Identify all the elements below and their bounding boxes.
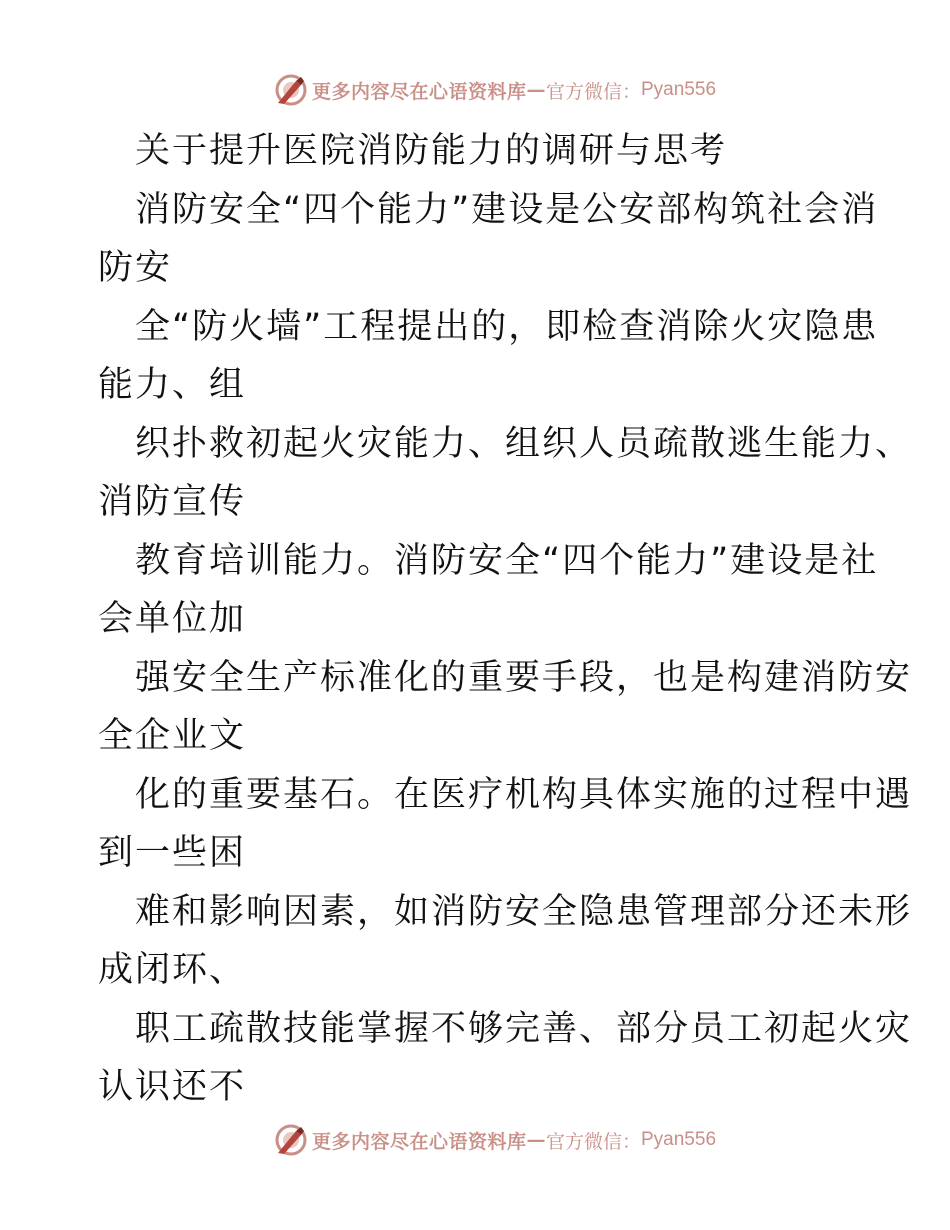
doc-line: 防安: [98, 248, 173, 288]
doc-line: 消防宣传: [98, 482, 247, 522]
doc-line: 全“防火墙”工程提出的，即检查消除火灾隐患: [135, 306, 879, 347]
footer-banner: [0, 1120, 950, 1160]
banner-wechat-label: 官方微信：: [545, 1130, 641, 1153]
banner-title: 更多内容尽在心语资料库: [311, 1130, 527, 1153]
doc-line: 消防安全“四个能力”建设是公安部构筑社会消: [135, 189, 879, 230]
banner-wechat-label: 官方微信：: [545, 80, 641, 103]
banner-title: 更多内容尽在心语资料库: [311, 80, 527, 103]
doc-line: 会单位加: [98, 599, 247, 639]
doc-line: 职工疏散技能掌握不够完善、部分员工初起火灾: [135, 1008, 913, 1049]
doc-line: 成闭环、: [98, 950, 247, 990]
doc-line: 能力、组: [98, 365, 247, 405]
doc-line: 织扑救初起火灾能力、组织人员疏散逃生能力、: [135, 423, 913, 464]
banner-dash: —: [526, 79, 546, 101]
doc-line: 教育培训能力。消防安全“四个能力”建设是社: [135, 540, 879, 581]
pen-logo-icon: [274, 73, 308, 107]
doc-line: 强安全生产标准化的重要手段，也是构建消防安: [135, 657, 913, 698]
doc-title: 关于提升医院消防能力的调研与思考: [135, 131, 728, 171]
doc-line: 难和影响因素，如消防安全隐患管理部分还未形: [135, 891, 913, 932]
doc-line: 化的重要基石。在医疗机构具体实施的过程中遇: [135, 774, 913, 815]
document-body: [98, 122, 913, 1117]
doc-line: 到一些困: [98, 833, 247, 873]
banner-dash: —: [526, 1129, 546, 1151]
banner-wechat-id: Pyan556: [641, 1129, 717, 1150]
pen-logo-icon: [274, 1123, 308, 1157]
doc-line: 认识还不: [98, 1067, 247, 1107]
doc-line: 全企业文: [98, 716, 247, 756]
header-banner: [0, 70, 950, 110]
banner-wechat-id: Pyan556: [641, 79, 717, 100]
